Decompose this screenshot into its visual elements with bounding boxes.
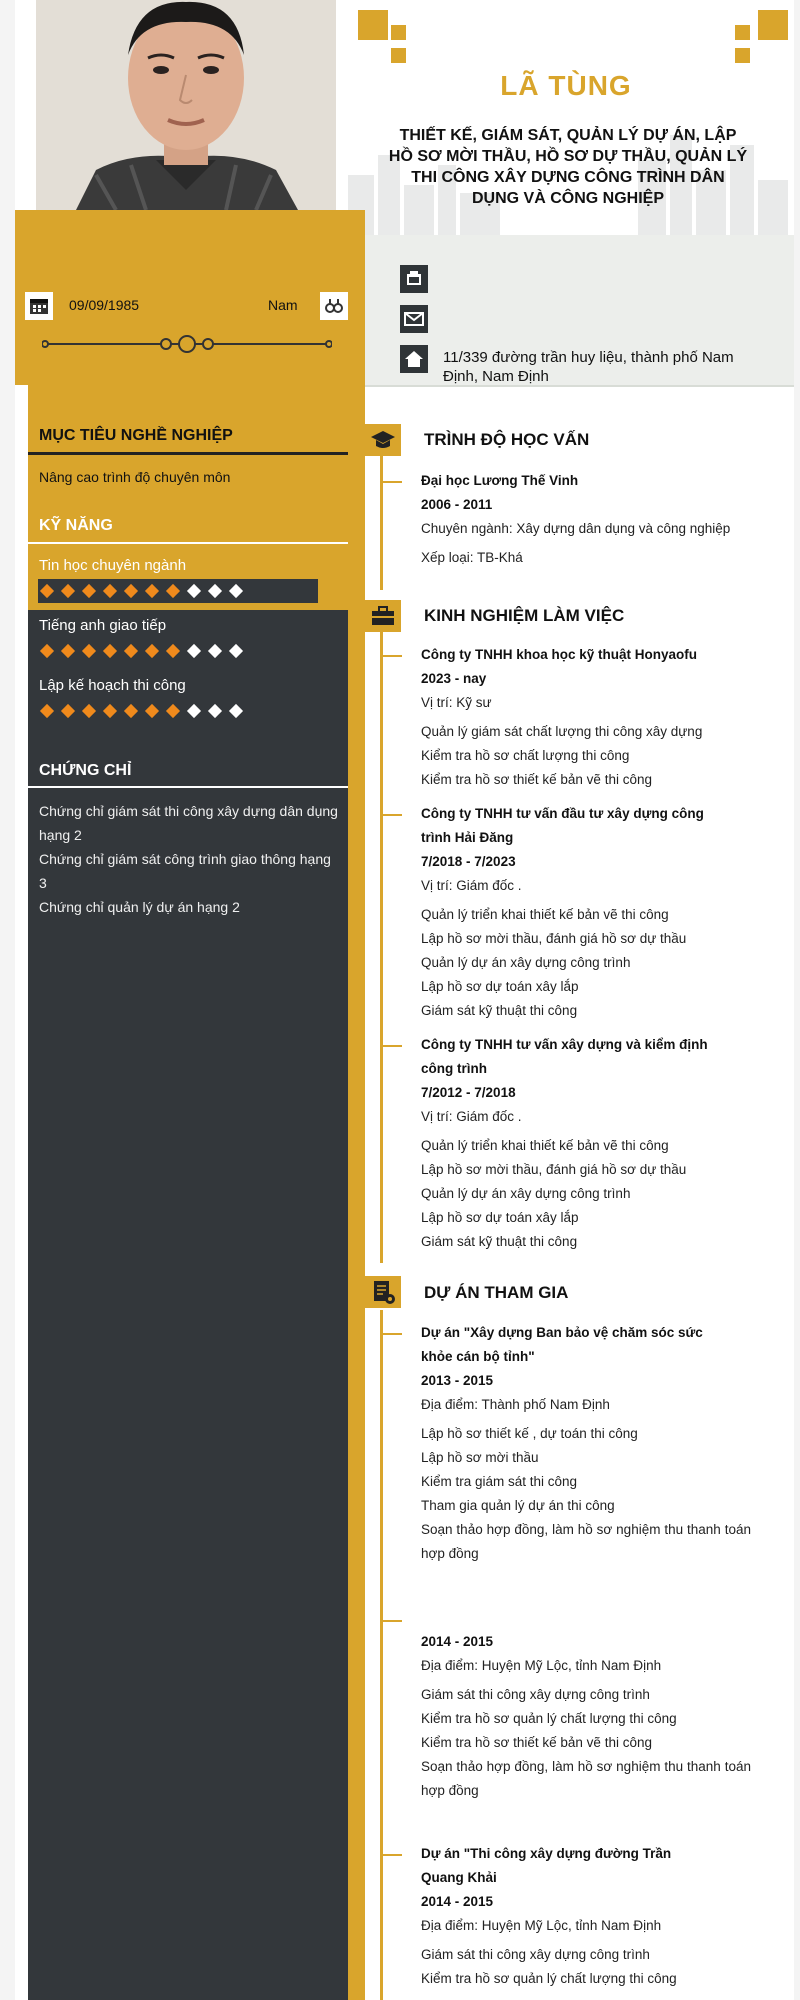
deco-square <box>358 10 388 40</box>
project-task: Lập hồ sơ thiết kế , dự toán thi công <box>421 1426 638 1441</box>
timeline-line <box>380 618 383 1263</box>
rating-diamond-empty <box>229 584 243 598</box>
rating-diamond-empty <box>229 704 243 718</box>
sidebar-border <box>348 385 365 2000</box>
project-task: Kiểm tra giám sát thi công <box>421 1474 578 1489</box>
address: 11/339 đường trần huy liệu, thành phố Nam Định, Nam Định <box>443 349 734 385</box>
skill-name: Lập kế hoạch thi công <box>39 677 186 694</box>
rating-diamond-filled <box>124 704 138 718</box>
job-title: THIẾT KẾ, GIÁM SÁT, QUẢN LÝ DỰ ÁN, LẬP HỒ SƠ MỜI THẦU, HỒ SƠ DỰ THẦU, QUẢN LÝ THI CÔNG XÂY DỰNG CÔNG TRÌNH DÂN DỤNG VÀ CÔNG NGHIỆP <box>388 127 748 207</box>
project-period: 2014 - 2015 <box>421 1894 494 1909</box>
personal-info-block <box>15 210 365 385</box>
project-entry <box>421 1842 751 1991</box>
skill-rating <box>42 703 252 723</box>
education-entry <box>421 469 751 570</box>
timeline-tick <box>382 655 402 657</box>
skill-name: Tiếng anh giao tiếp <box>39 617 167 634</box>
project-location: Địa điểm: Huyện Mỹ Lộc, tỉnh Nam Định <box>421 1918 662 1933</box>
project-task: Soạn thảo hợp đồng, làm hồ sơ nghiệm thu thanh toán hợp đồng <box>421 1522 751 1561</box>
rating-diamond-empty <box>187 584 201 598</box>
project-task: Soạn thảo hợp đồng, làm hồ sơ nghiệm thu thanh toán hợp đồng <box>421 1759 751 1798</box>
rating-diamond-empty <box>229 644 243 658</box>
skill-name: Tin học chuyên ngành <box>39 557 187 574</box>
rating-diamond-empty <box>208 644 222 658</box>
cert-item: Chứng chỉ giám sát công trình giao thông hạng 3 <box>39 851 331 891</box>
rating-diamond-filled <box>82 584 96 598</box>
objective-heading: MỤC TIÊU NGHỀ NGHIỆP <box>39 427 233 444</box>
rating-diamond-filled <box>40 644 54 658</box>
job-duty: Kiểm tra hồ sơ thiết kế bản vẽ thi công <box>421 772 652 787</box>
cert-item: Chứng chỉ giám sát thi công xây dựng dân dụng hạng 2 <box>39 803 338 843</box>
rating-diamond-filled <box>103 644 117 658</box>
project-entry <box>421 1630 751 1803</box>
job-duty: Lập hồ sơ dự toán xây lắp <box>421 1210 579 1225</box>
skills-heading: KỸ NĂNG <box>39 517 113 534</box>
rating-diamond-filled <box>124 584 138 598</box>
phone-icon <box>400 265 428 293</box>
job-duty: Giám sát kỹ thuật thi công <box>421 1003 578 1018</box>
calendar-icon <box>25 292 53 320</box>
timeline-tick <box>382 1620 402 1622</box>
job-duty: Giám sát kỹ thuật thi công <box>421 1234 578 1249</box>
sidebar-yellow-panel <box>28 385 348 610</box>
candidate-name: LÃ TÙNG <box>500 70 632 101</box>
job-entry <box>421 802 711 1023</box>
job-entry <box>421 643 751 792</box>
divider <box>28 542 348 544</box>
timeline-tick <box>382 1854 402 1856</box>
job-duty: Lập hồ sơ dự toán xây lắp <box>421 979 579 994</box>
job-duty: Quản lý triển khai thiết kế bản vẽ thi công <box>421 907 669 922</box>
project-entry <box>421 1321 751 1566</box>
project-task: Lập hồ sơ mời thầu <box>421 1450 539 1465</box>
home-icon <box>400 345 428 373</box>
education-major: Chuyên ngành: Xây dựng dân dụng và công nghiệp <box>421 521 731 536</box>
education-grade: Xếp loại: TB-Khá <box>421 550 523 565</box>
project-location: Địa điểm: Thành phố Nam Định <box>421 1397 610 1412</box>
project-location: Địa điểm: Huyện Mỹ Lộc, tỉnh Nam Định <box>421 1658 662 1673</box>
rating-diamond-empty <box>187 644 201 658</box>
divider <box>28 452 348 455</box>
rating-diamond-filled <box>61 704 75 718</box>
rating-diamond-filled <box>103 704 117 718</box>
rating-diamond-filled <box>166 644 180 658</box>
timeline-line <box>380 1310 383 2000</box>
certs-heading: CHỨNG CHỈ <box>39 762 132 779</box>
deco-square <box>391 25 406 40</box>
project-period: 2013 - 2015 <box>421 1373 494 1388</box>
experience-heading: KINH NGHIỆM LÀM VIỆC <box>424 606 625 625</box>
rating-diamond-filled <box>103 584 117 598</box>
gender: Nam <box>268 297 298 313</box>
skill-rating <box>42 583 252 603</box>
cert-item: Chứng chỉ quản lý dự án hạng 2 <box>39 899 240 915</box>
objective-text: Nâng cao trình độ chuyên môn <box>39 469 231 485</box>
header <box>338 0 794 235</box>
projects-heading: DỰ ÁN THAM GIA <box>424 1283 569 1302</box>
timeline-tick <box>382 1333 402 1335</box>
decorative-divider <box>42 334 332 354</box>
company-name: Công ty TNHH khoa học kỹ thuật Honyaofu <box>421 647 698 662</box>
job-position: Vị trí: Giám đốc . <box>421 878 522 893</box>
job-position: Vị trí: Kỹ sư <box>421 695 492 710</box>
project-task: Kiểm tra hồ sơ quản lý chất lượng thi công <box>421 1971 677 1986</box>
gender-icon <box>320 292 348 320</box>
education-period: 2006 - 2011 <box>421 497 493 512</box>
briefcase-icon <box>365 600 401 632</box>
date-of-birth: 09/09/1985 <box>69 297 140 313</box>
timeline-line <box>380 440 383 590</box>
rating-diamond-filled <box>166 584 180 598</box>
deco-square <box>758 10 788 40</box>
project-task: Tham gia quản lý dự án thi công <box>421 1498 615 1513</box>
job-duty: Quản lý dự án xây dựng công trình <box>421 955 631 970</box>
deco-square <box>735 25 750 40</box>
job-period: 2023 - nay <box>421 671 487 686</box>
rating-diamond-empty <box>208 584 222 598</box>
job-duty: Kiểm tra hồ sơ chất lượng thi công <box>421 748 630 763</box>
project-task: Kiểm tra hồ sơ quản lý chất lượng thi công <box>421 1711 677 1726</box>
rating-diamond-filled <box>61 584 75 598</box>
company-name: Công ty TNHH tư vấn xây dựng và kiểm định công trình <box>421 1037 708 1076</box>
job-duty: Lập hồ sơ mời thầu, đánh giá hồ sơ dự thầu <box>421 931 687 946</box>
job-position: Vị trí: Giám đốc . <box>421 1109 522 1124</box>
divider <box>28 786 348 788</box>
job-duty: Quản lý giám sát chất lượng thi công xây dựng <box>421 724 703 739</box>
timeline-tick <box>382 1045 402 1047</box>
skill-rating <box>42 643 252 663</box>
project-name: Dự án "Xây dựng Ban bảo vệ chăm sóc sức khỏe cán bộ tỉnh" <box>421 1325 703 1364</box>
rating-diamond-filled <box>61 644 75 658</box>
email-icon <box>400 305 428 333</box>
project-task: Kiểm tra hồ sơ thiết kế bản vẽ thi công <box>421 1735 652 1750</box>
job-duty: Quản lý dự án xây dựng công trình <box>421 1186 631 1201</box>
graduation-cap-icon <box>365 424 401 456</box>
cert-list <box>39 799 339 919</box>
document-gear-icon <box>365 1276 401 1308</box>
rating-diamond-filled <box>40 584 54 598</box>
deco-square <box>735 48 750 63</box>
job-duty: Quản lý triển khai thiết kế bản vẽ thi công <box>421 1138 669 1153</box>
timeline-tick <box>382 481 402 483</box>
project-name: Dự án "Thi công xây dựng đường Trần Quang Khải <box>421 1846 672 1885</box>
rating-diamond-empty <box>187 704 201 718</box>
project-period: 2014 - 2015 <box>421 1634 494 1649</box>
rating-diamond-filled <box>124 644 138 658</box>
rating-diamond-filled <box>82 644 96 658</box>
project-task: Giám sát thi công xây dựng công trình <box>421 1687 650 1702</box>
rating-diamond-filled <box>145 584 159 598</box>
rating-diamond-empty <box>208 704 222 718</box>
school-name: Đại học Lương Thế Vinh <box>421 473 579 488</box>
timeline-tick <box>382 814 402 816</box>
rating-diamond-filled <box>145 644 159 658</box>
deco-square <box>391 48 406 63</box>
job-period: 7/2018 - 7/2023 <box>421 854 516 869</box>
rating-diamond-filled <box>40 704 54 718</box>
rating-diamond-filled <box>166 704 180 718</box>
job-duty: Lập hồ sơ mời thầu, đánh giá hồ sơ dự thầu <box>421 1162 687 1177</box>
education-heading: TRÌNH ĐỘ HỌC VẤN <box>424 430 590 449</box>
rating-diamond-filled <box>82 704 96 718</box>
rating-diamond-filled <box>145 704 159 718</box>
project-task: Giám sát thi công xây dựng công trình <box>421 1947 650 1962</box>
job-period: 7/2012 - 7/2018 <box>421 1085 516 1100</box>
company-name: Công ty TNHH tư vấn đầu tư xây dựng công trình Hải Đăng <box>421 806 704 845</box>
profile-photo <box>36 0 336 210</box>
job-entry <box>421 1033 711 1254</box>
